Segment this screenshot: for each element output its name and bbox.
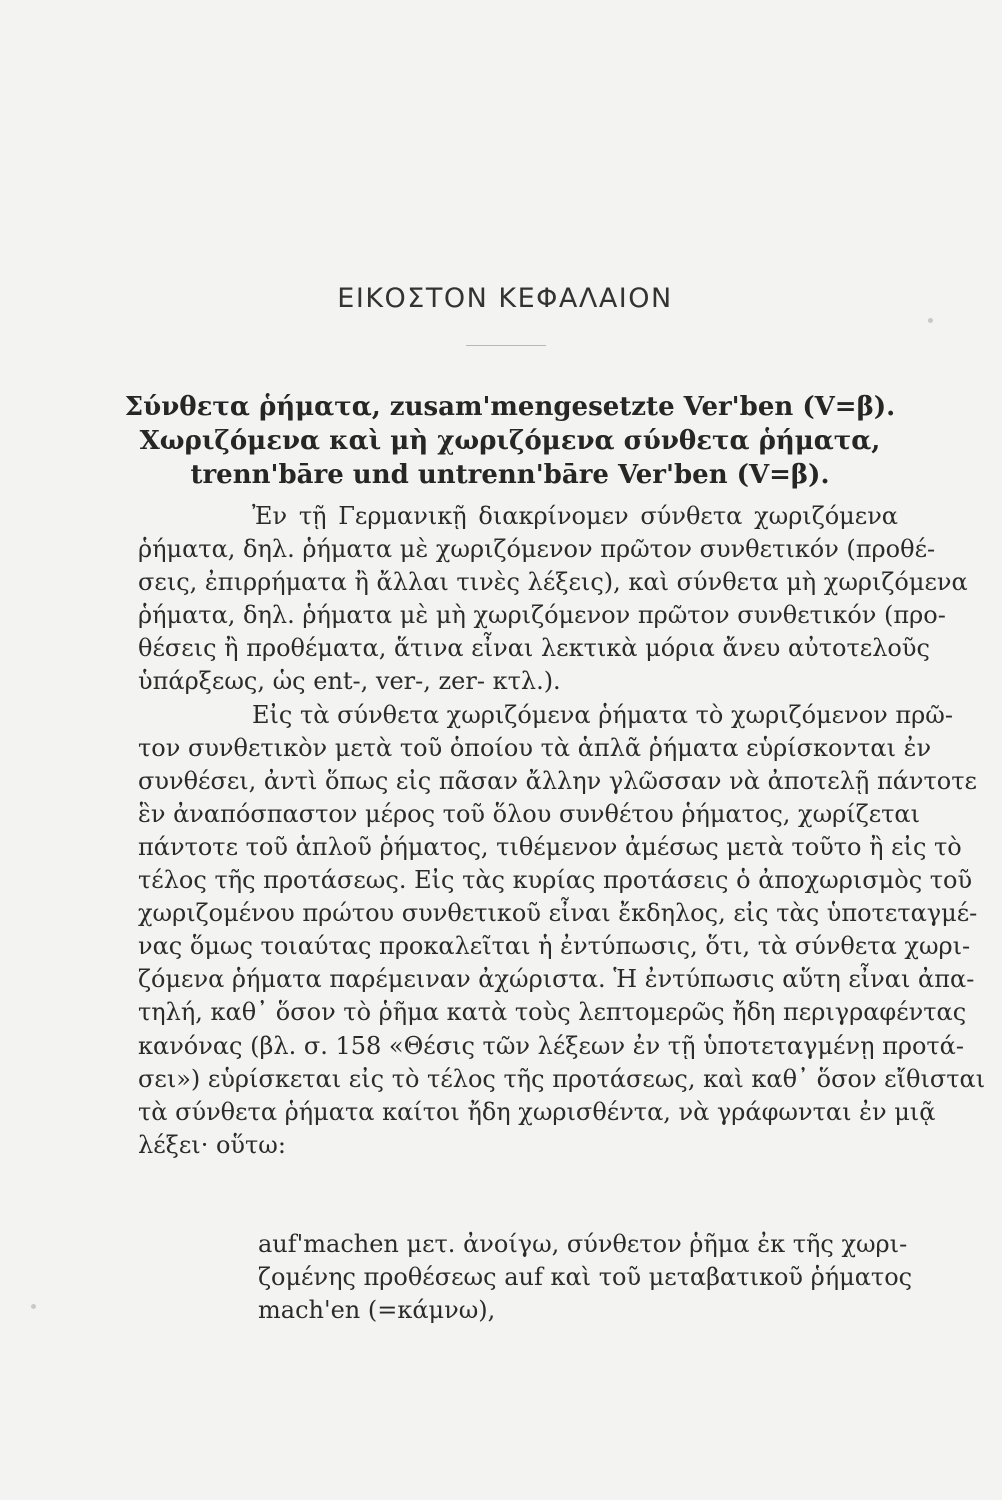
text-line: ῥήματα, δηλ. ῥήματα μὲ μὴ χωριζόμενον πρῶτον συνθετικόν (προ- [138, 601, 946, 630]
text-line: τὰ σύνθετα ῥήματα καίτοι ἤδη χωρισθέντα, νὰ γράφωνται ἐν μιᾷ [138, 1097, 936, 1126]
text-line: πάντοτε τοῦ ἁπλοῦ ῥήματος, τιθέμενον ἀμέσως μετὰ τοῦτο ἢ εἰς τὸ [138, 832, 962, 861]
chapter-title: ΕΙΚΟΣΤΟΝ ΚΕΦΑΛΑΙΟΝ [337, 283, 673, 314]
text-line: χωριζομένου πρώτου συνθετικοῦ εἶναι ἔκδηλος, εἰς τὰς ὑποτεταγμέ- [138, 899, 978, 928]
example-line: ζομένης προθέσεως auf καὶ τοῦ μεταβατικοῦ ῥήματος [258, 1263, 913, 1292]
text-line: τηλή, καθ᾽ ὅσον τὸ ῥῆμα κατὰ τοὺς λεπτομερῶς ἤδη περιγραφέντας [138, 998, 967, 1027]
section-heading [120, 390, 900, 492]
paper-speck [31, 1304, 36, 1309]
heading-line: trenn'bāre und untrenn'bāre Ver'ben (V=β). [190, 460, 830, 490]
title-divider [466, 345, 546, 346]
heading-line: Σύνθετα ῥήματα, zusam'mengesetzte Ver'ben (V=β). [124, 392, 896, 422]
text-line: ὑπάρξεως, ὡς ent-, ver-, zer- κτλ.). [138, 667, 561, 696]
text-line: σει») εὑρίσκεται εἰς τὸ τέλος τῆς προτάσεως, καὶ καθ᾽ ὅσον εἴθισται [138, 1064, 986, 1093]
text-line: ἓν ἀναπόσπαστον μέρος τοῦ ὅλου συνθέτου ῥήματος, χωρίζεται [138, 799, 921, 828]
example-entry [258, 1228, 913, 1327]
text-line: κανόνας (βλ. σ. 158 «Θέσις τῶν λέξεων ἐν τῇ ὑποτεταγμένῃ προτά- [138, 1031, 964, 1060]
text-line: τέλος τῆς προτάσεως. Εἰς τὰς κυρίας προτάσεις ὁ ἀποχωρισμὸς τοῦ [138, 866, 973, 895]
text-line: Ἐν τῇ Γερμανικῇ διακρίνομεν σύνθετα χωριζόμενα [252, 502, 898, 530]
paragraph-2 [138, 699, 986, 1162]
paragraph-1 [138, 500, 968, 699]
heading-line: Χωριζόμενα καὶ μὴ χωριζόμενα σύνθετα ῥήματα, [139, 426, 881, 456]
text-line: σεις, ἐπιρρήματα ἢ ἄλλαι τινὲς λέξεις), καὶ σύνθετα μὴ χωριζόμενα [138, 568, 968, 597]
text-line: λέξει· οὕτω: [138, 1130, 286, 1159]
example-line: auf'machen μετ. ἀνοίγω, σύνθετον ῥῆμα ἐκ τῆς χωρι- [258, 1230, 908, 1258]
text-line: θέσεις ἢ προθέματα, ἅτινα εἶναι λεκτικὰ μόρια ἄνευ αὐτοτελοῦς [138, 634, 930, 663]
paper-speck [928, 318, 933, 323]
text-line: νας ὅμως τοιαύτας προκαλεῖται ἡ ἐντύπωσις, ὅτι, τὰ σύνθετα χωρι- [138, 932, 971, 961]
text-line: ζόμενα ῥήματα παρέμειναν ἀχώριστα. Ἡ ἐντύπωσις αὕτη εἶναι ἀπα- [138, 965, 975, 994]
text-line: Εἰς τὰ σύνθετα χωριζόμενα ῥήματα τὸ χωριζόμενον πρῶ- [252, 700, 953, 729]
text-line: συνθέσει, ἀντὶ ὅπως εἰς πᾶσαν ἄλλην γλῶσσαν νὰ ἀποτελῇ πάντοτε [138, 766, 977, 795]
example-line: mach'en (=κάμνω), [258, 1296, 496, 1325]
text-line: τον συνθετικὸν μετὰ τοῦ ὁποίου τὰ ἁπλᾶ ῥήματα εὑρίσκονται ἐν [138, 733, 932, 762]
body-text [138, 500, 986, 1162]
text-line: ῥήματα, δηλ. ῥήματα μὲ χωριζόμενον πρῶτον συνθετικόν (προθέ- [138, 535, 936, 564]
